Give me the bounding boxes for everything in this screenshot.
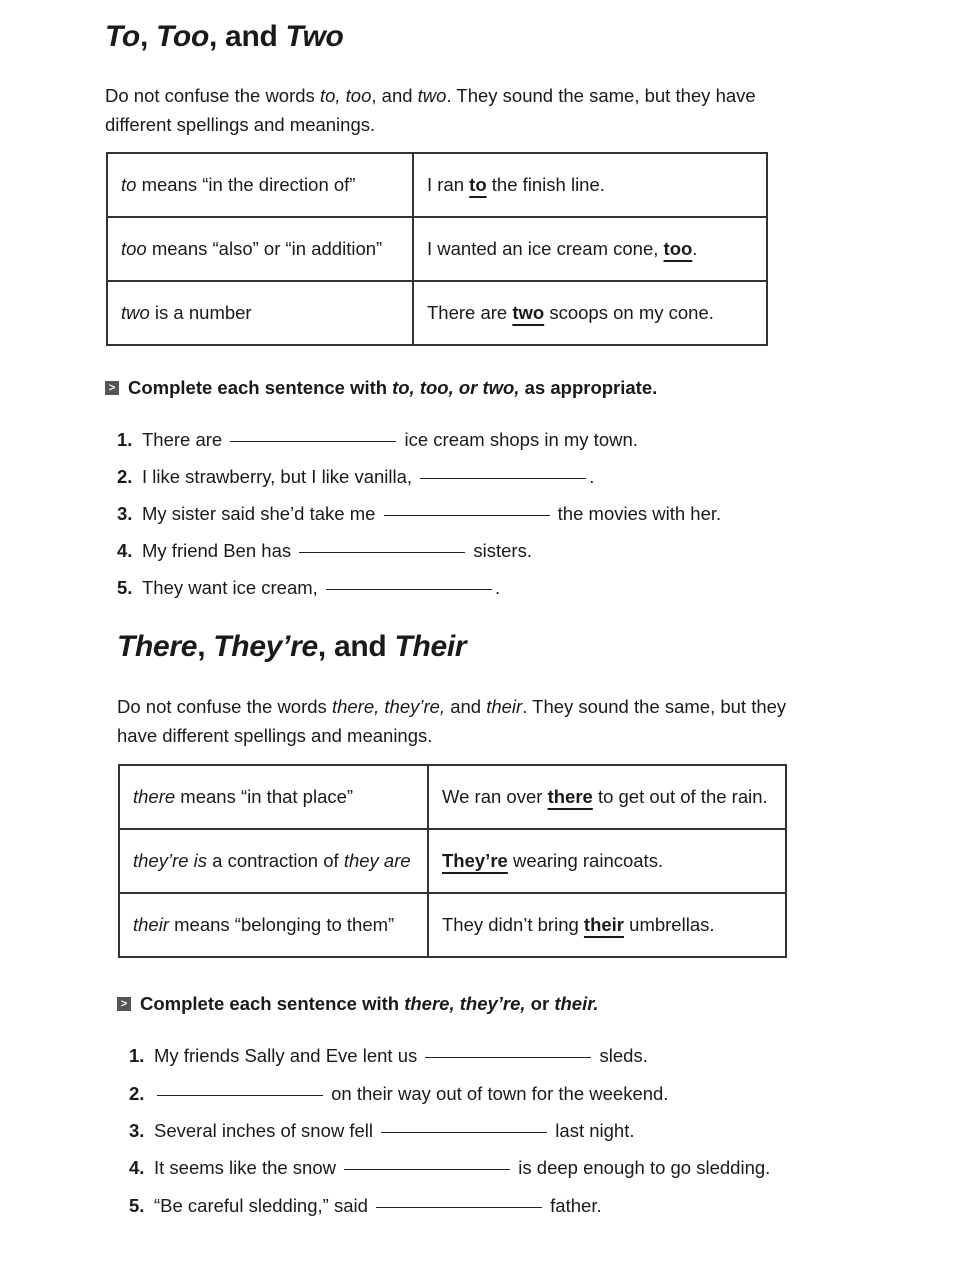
example-cell: They’re wearing raincoats. xyxy=(428,829,786,893)
definition-cell: two is a number xyxy=(107,281,413,345)
section1-title: To, Too, and Two xyxy=(105,20,344,53)
arrow-icon: > xyxy=(105,381,119,395)
answer-blank[interactable] xyxy=(157,1094,323,1096)
list-item: 2. I like strawberry, but I like vanilla, . xyxy=(117,466,595,487)
answer-blank[interactable] xyxy=(381,1131,547,1133)
list-item: 4. My friend Ben has sisters. xyxy=(117,540,532,561)
answer-blank[interactable] xyxy=(326,588,492,590)
table-row xyxy=(107,217,767,281)
definition-cell: their means “belonging to them” xyxy=(119,893,428,957)
table-row xyxy=(119,765,786,829)
answer-blank[interactable] xyxy=(384,514,550,516)
list-item: 5. “Be careful sledding,” said father. xyxy=(129,1195,602,1216)
answer-blank[interactable] xyxy=(420,477,586,479)
section1-intro: Do not confuse the words to, too, and two. They sound the same, but they have different spellings and meanings. xyxy=(105,85,756,135)
example-cell: There are two scoops on my cone. xyxy=(413,281,767,345)
example-cell: They didn’t bring their umbrellas. xyxy=(428,893,786,957)
section2-intro: Do not confuse the words there, they’re, and their. They sound the same, but they have different spellings and meanings. xyxy=(117,696,787,746)
list-item: 1. There are ice cream shops in my town. xyxy=(117,429,638,450)
list-item: 1. My friends Sally and Eve lent us sleds. xyxy=(129,1045,648,1066)
answer-blank[interactable] xyxy=(344,1168,510,1170)
arrow-icon: > xyxy=(117,997,131,1011)
definition-cell: they’re is a contraction of they are xyxy=(119,829,428,893)
list-item: 3. Several inches of snow fell last night. xyxy=(129,1120,635,1141)
answer-blank[interactable] xyxy=(425,1056,591,1058)
section2-title: There, They’re, and Their xyxy=(117,630,467,663)
definition-cell: too means “also” or “in addition” xyxy=(107,217,413,281)
definition-cell: to means “in the direction of” xyxy=(107,153,413,217)
example-cell: I wanted an ice cream cone, too. xyxy=(413,217,767,281)
answer-blank[interactable] xyxy=(299,551,465,553)
example-cell: I ran to the finish line. xyxy=(413,153,767,217)
section1-reference-table xyxy=(106,152,768,346)
list-item: 4. It seems like the snow is deep enough to go sledding. xyxy=(129,1157,771,1178)
list-item: 2. on their way out of town for the weekend. xyxy=(129,1083,669,1104)
table-row xyxy=(107,153,767,217)
table-row xyxy=(119,829,786,893)
definition-cell: there means “in that place” xyxy=(119,765,428,829)
table-row xyxy=(107,281,767,345)
table-row xyxy=(119,893,786,957)
list-item: 3. My sister said she’d take me the movies with her. xyxy=(117,503,722,524)
list-item: 5. They want ice cream, . xyxy=(117,577,501,598)
answer-blank[interactable] xyxy=(230,440,396,442)
section2-reference-table xyxy=(118,764,787,958)
section1-instruction: > Complete each sentence with to, too, or two, as appropriate. xyxy=(105,377,657,399)
section2-instruction: > Complete each sentence with there, they’re, or their. xyxy=(117,993,599,1015)
answer-blank[interactable] xyxy=(376,1206,542,1208)
example-cell: We ran over there to get out of the rain. xyxy=(428,765,786,829)
